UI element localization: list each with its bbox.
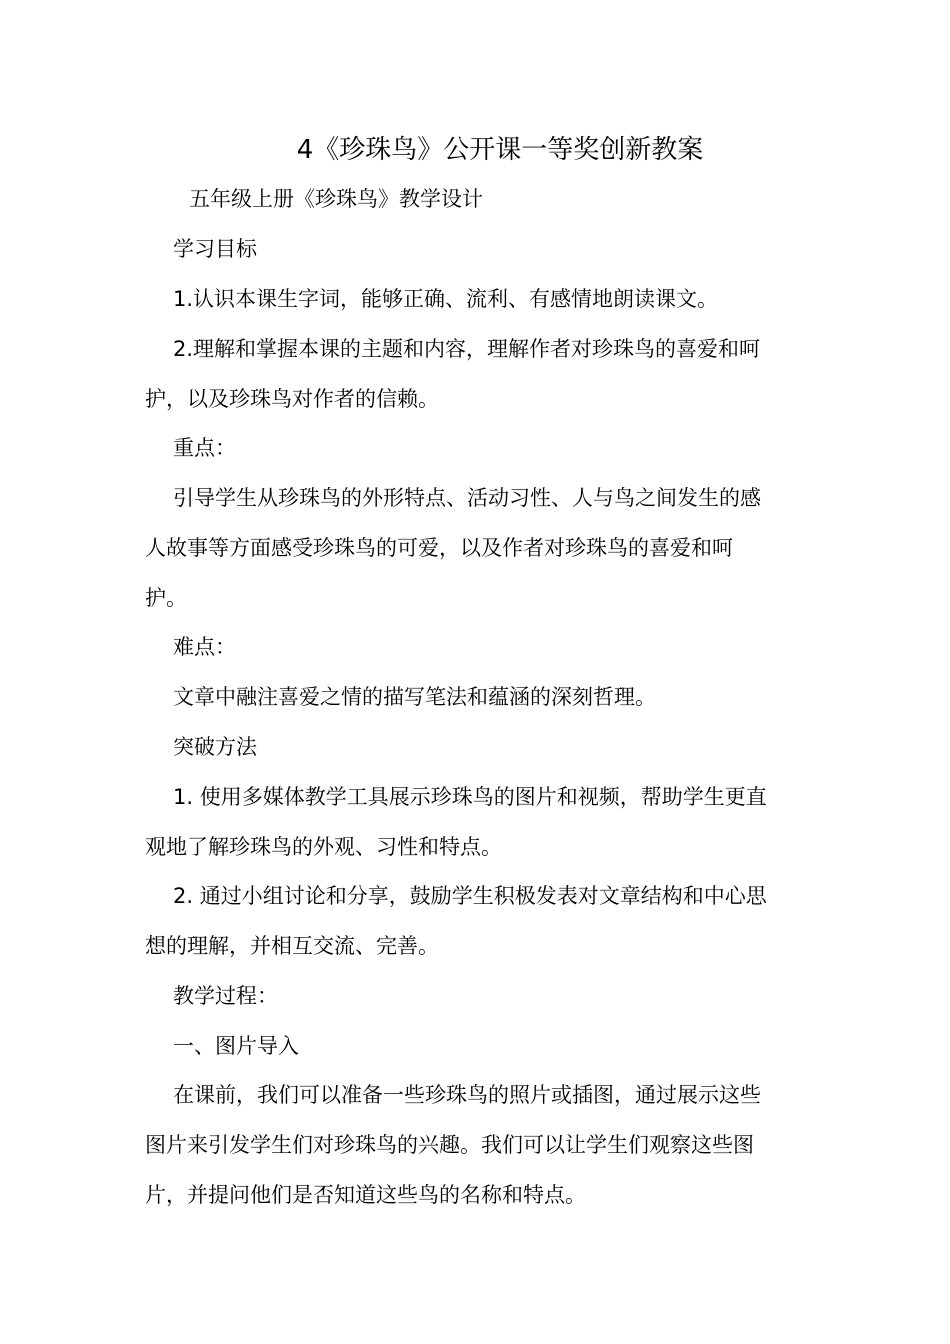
key-line-3: 护。 xyxy=(145,586,187,610)
key-line-2: 人故事等方面感受珍珠鸟的可爱，以及作者对珍珠鸟的喜爱和呵 xyxy=(145,536,733,560)
step-1-heading: 一、图片导入 xyxy=(173,1034,299,1058)
key-line-1: 引导学生从珍珠鸟的外形特点、活动习性、人与鸟之间发生的感 xyxy=(173,486,761,510)
step-1-line-3: 片，并提问他们是否知道这些鸟的名称和特点。 xyxy=(145,1183,586,1207)
difficulty-line-1: 文章中融注喜爱之情的描写笔法和蕴涵的深刻哲理。 xyxy=(173,685,656,709)
step-1-line-1: 在课前，我们可以准备一些珍珠鸟的照片或插图，通过展示这些 xyxy=(173,1083,761,1107)
method-2-line-1: 2. 通过小组讨论和分享，鼓励学生积极发表对文章结构和中心思 xyxy=(173,884,767,908)
method-1-line-2: 观地了解珍珠鸟的外观、习性和特点。 xyxy=(145,835,502,859)
step-1-line-2: 图片来引发学生们对珍珠鸟的兴趣。我们可以让学生们观察这些图 xyxy=(145,1133,754,1157)
method-2-line-2: 想的理解，并相互交流、完善。 xyxy=(145,934,439,958)
section-heading-methods: 突破方法 xyxy=(173,735,257,759)
section-heading-difficulty: 难点： xyxy=(173,635,236,659)
document-title: 4《珍珠鸟》公开课一等奖创新教案 xyxy=(296,135,704,165)
method-1-line-1: 1. 使用多媒体教学工具展示珍珠鸟的图片和视频，帮助学生更直 xyxy=(173,785,767,809)
goal-2-line-2: 护，以及珍珠鸟对作者的信赖。 xyxy=(145,387,439,411)
document-subtitle: 五年级上册《珍珠鸟》教学设计 xyxy=(189,187,483,211)
goal-2-line-1: 2.理解和掌握本课的主题和内容，理解作者对珍珠鸟的喜爱和呵 xyxy=(173,337,761,361)
section-heading-process: 教学过程： xyxy=(173,984,278,1008)
section-heading-goals: 学习目标 xyxy=(173,237,257,261)
goal-1: 1.认识本课生字词，能够正确、流利、有感情地朗读课文。 xyxy=(173,287,719,311)
section-heading-key: 重点： xyxy=(173,436,236,460)
